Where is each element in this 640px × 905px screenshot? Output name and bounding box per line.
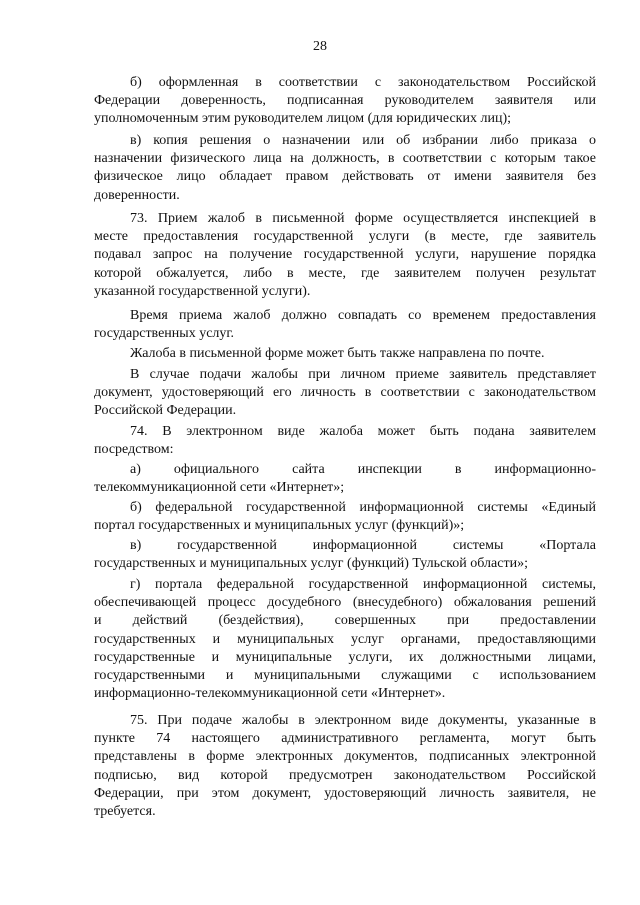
- text-line: государственными и муниципальными служащими с использованием: [94, 668, 596, 684]
- paragraph: [94, 366, 596, 421]
- text-line: б) федеральной государственной информационной системы «Единый: [130, 500, 596, 515]
- paragraph: [94, 712, 596, 821]
- text-line: подписью, вид которой предусмотрен законодательством Российской: [94, 767, 596, 783]
- text-line: Федерации доверенность, подписанная руководителем заявителя или: [94, 93, 596, 109]
- text-line: требуется.: [94, 804, 156, 820]
- text-line: месте предоставления государственной услуги (в месте, где заявитель: [94, 229, 596, 245]
- paragraph: [94, 345, 596, 363]
- paragraph: [94, 461, 596, 497]
- text-line: а) официального сайта инспекции в информационно-: [130, 462, 596, 477]
- text-line: в) копия решения о назначении или об избрании либо приказа о: [130, 133, 596, 148]
- text-line: уполномоченным этим руководителем лицом (для юридических лиц);: [94, 111, 511, 127]
- text-line: Федерации, при этом документ, удостоверяющий личность заявителя, не: [94, 785, 596, 801]
- paragraph: [94, 74, 596, 129]
- text-line: 74. В электронном виде жалоба может быть подана заявителем: [130, 424, 596, 439]
- text-line: которой обжалуется, либо в месте, где заявителем получен результат: [94, 265, 596, 281]
- text-line: указанной государственной услуги).: [94, 283, 311, 299]
- text-line: Российской Федерации.: [94, 403, 237, 419]
- text-line: Время приема жалоб должно совпадать со временем предоставления: [130, 308, 596, 323]
- text-line: представлены в форме электронных документов, подписанных электронной: [94, 749, 596, 765]
- page-number: 28: [313, 39, 327, 54]
- text-line: б) оформленная в соответствии с законодательством Российской: [130, 75, 596, 90]
- paragraph: [94, 576, 596, 703]
- text-line: телекоммуникационной сети «Интернет»;: [94, 480, 345, 496]
- paragraph: [94, 132, 596, 205]
- paragraph: [94, 499, 596, 535]
- text-line: 75. При подаче жалобы в электронном виде документы, указанные в: [130, 713, 596, 728]
- text-line: государственных услуг.: [94, 326, 235, 342]
- text-line: информационно-телекоммуникационной сети «Интернет».: [94, 686, 446, 702]
- text-line: государственных и муниципальных услуг (функций) Тульской области»;: [94, 556, 528, 572]
- paragraph: [94, 423, 596, 459]
- text-line: г) портала федеральной государственной информационной системы,: [130, 577, 596, 592]
- paragraph: [94, 210, 596, 301]
- text-line: назначении физического лица на должность, в соответствии с которым такое: [94, 151, 596, 167]
- text-line: портал государственных и муниципальных услуг (функций)»;: [94, 518, 465, 534]
- text-line: обеспечивающей процесс досудебного (внесудебного) обжалования решений: [94, 595, 596, 611]
- text-line: В случае подачи жалобы при личном приеме заявитель представляет: [130, 367, 596, 382]
- text-line: документ, удостоверяющий его личность в соответствии с законодательством: [94, 385, 596, 401]
- text-line: доверенности.: [94, 187, 180, 203]
- paragraph: [94, 537, 596, 573]
- text-line: подавал запрос на получение государственной услуги, нарушение порядка: [94, 247, 596, 263]
- text-line: 73. Прием жалоб в письменной форме осуществляется инспекцией в: [130, 211, 596, 226]
- text-line: физическое лицо обладает правом действовать от имени заявителя без: [94, 169, 596, 185]
- text-line: посредством:: [94, 442, 174, 458]
- text-line: Жалоба в письменной форме может быть также направлена по почте.: [130, 346, 545, 361]
- text-line: пункте 74 настоящего административного регламента, могут быть: [94, 731, 596, 747]
- text-line: и действий (бездействия), совершенных при предоставлении: [94, 613, 596, 629]
- text-line: государственные и муниципальные услуги, их должностными лицами,: [94, 649, 596, 665]
- text-line: государственных и муниципальных услуг органами, предоставляющими: [94, 631, 596, 647]
- paragraph: [94, 307, 596, 343]
- text-line: в) государственной информационной системы «Портала: [130, 538, 596, 553]
